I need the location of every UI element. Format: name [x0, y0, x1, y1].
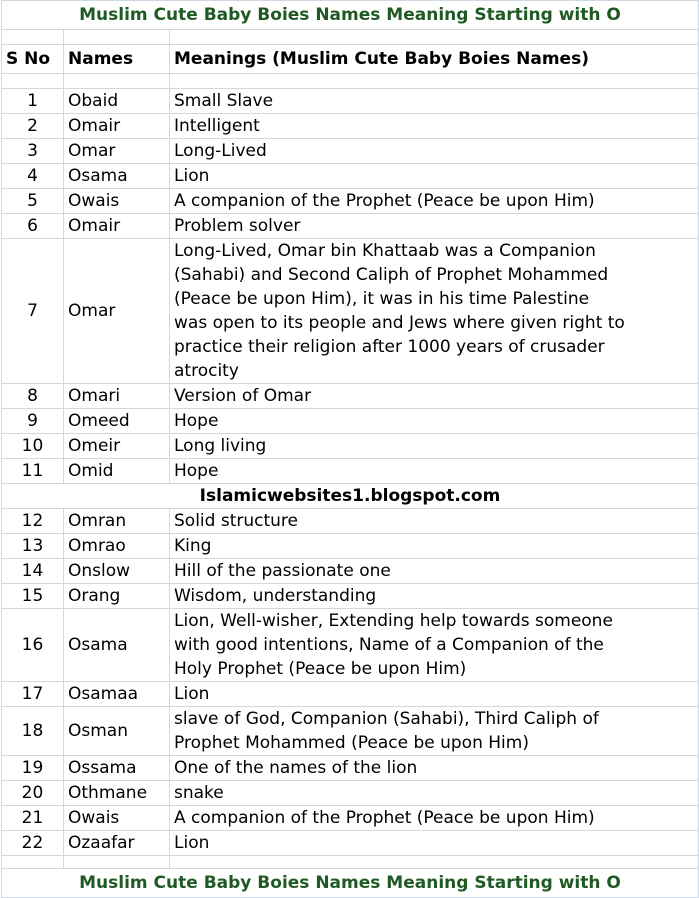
website-row: [2, 484, 699, 509]
cell: [2, 856, 64, 869]
meaning-line: Lion, Well-wisher, Extending help towards someone: [174, 611, 613, 631]
cell: [170, 30, 699, 45]
meaning-line: Hill of the passionate one: [174, 561, 391, 581]
meaning-line: Problem solver: [174, 216, 301, 236]
table-row: [2, 139, 699, 164]
row-number: 16: [2, 609, 64, 682]
row-number: 8: [2, 384, 64, 409]
row-number: 9: [2, 409, 64, 434]
row-name: Omair: [64, 214, 170, 239]
meaning-line: Solid structure: [174, 511, 298, 531]
row-name: Omar: [64, 239, 170, 384]
meaning-line: Lion: [174, 166, 210, 186]
table-row: [2, 559, 699, 584]
row-meaning: [170, 164, 699, 189]
table-row: [2, 459, 699, 484]
row-number: 15: [2, 584, 64, 609]
row-meaning: [170, 831, 699, 856]
table-row: [2, 189, 699, 214]
footer-row: [2, 869, 699, 898]
row-number: 13: [2, 534, 64, 559]
row-meaning: [170, 239, 699, 384]
row-meaning: [170, 509, 699, 534]
meaning-line: atrocity: [174, 361, 239, 381]
table-row: [2, 409, 699, 434]
meaning-line: slave of God, Companion (Sahabi), Third Caliph of: [174, 709, 599, 729]
meaning-line: Version of Omar: [174, 386, 312, 406]
meaning-line: Lion: [174, 684, 210, 704]
row-meaning: [170, 214, 699, 239]
row-number: 2: [2, 114, 64, 139]
row-number: 21: [2, 806, 64, 831]
meaning-line: Long-Lived, Omar bin Khattaab was a Companion: [174, 241, 596, 261]
row-number: 1: [2, 89, 64, 114]
row-number: 3: [2, 139, 64, 164]
table-row: [2, 384, 699, 409]
table-row: [2, 682, 699, 707]
meaning-line: Wisdom, understanding: [174, 586, 377, 606]
table-row: [2, 707, 699, 756]
header-names: Names: [64, 45, 170, 74]
row-number: 22: [2, 831, 64, 856]
table-row: [2, 434, 699, 459]
row-number: 14: [2, 559, 64, 584]
row-name: Osamaa: [64, 682, 170, 707]
meaning-line: Holy Prophet (Peace be upon Him): [174, 659, 467, 679]
meaning-line: Intelligent: [174, 116, 260, 136]
table-row: [2, 239, 699, 384]
row-meaning: [170, 584, 699, 609]
spacer-row: [2, 856, 699, 869]
meaning-line: Small Slave: [174, 91, 274, 111]
row-meaning: [170, 384, 699, 409]
row-meaning: [170, 139, 699, 164]
row-number: 6: [2, 214, 64, 239]
names-table: [1, 0, 699, 898]
cell: [170, 74, 699, 89]
spacer-row: [2, 30, 699, 45]
row-meaning: [170, 89, 699, 114]
row-name: Omran: [64, 509, 170, 534]
meaning-line: (Sahabi) and Second Caliph of Prophet Mohammed: [174, 265, 609, 285]
row-name: Osama: [64, 164, 170, 189]
meaning-line: Hope: [174, 461, 219, 481]
cell: [170, 856, 699, 869]
header-row: [2, 45, 699, 74]
website-banner: Islamicwebsites1.blogspot.com: [2, 484, 699, 509]
meaning-line: Hope: [174, 411, 219, 431]
table-row: [2, 534, 699, 559]
row-number: 11: [2, 459, 64, 484]
row-name: Ozaafar: [64, 831, 170, 856]
meaning-line: practice their religion after 1000 years of crusader: [174, 337, 605, 357]
cell: [2, 30, 64, 45]
meaning-line: Prophet Mohammed (Peace be upon Him): [174, 733, 529, 753]
cell: [64, 30, 170, 45]
meaning-line: Long-Lived: [174, 141, 267, 161]
meaning-line: (Peace be upon Him), it was in his time Palestine: [174, 289, 590, 309]
row-name: Omari: [64, 384, 170, 409]
row-number: 7: [2, 239, 64, 384]
row-name: Ossama: [64, 756, 170, 781]
row-name: Onslow: [64, 559, 170, 584]
table-row: [2, 756, 699, 781]
table-row: [2, 214, 699, 239]
row-name: Omrao: [64, 534, 170, 559]
row-number: 19: [2, 756, 64, 781]
row-name: Omair: [64, 114, 170, 139]
row-meaning: [170, 114, 699, 139]
spacer-row: [2, 74, 699, 89]
table-row: [2, 114, 699, 139]
names-table-body: [2, 1, 699, 898]
header-meanings: Meanings (Muslim Cute Baby Boies Names): [170, 45, 699, 74]
footer-title: Muslim Cute Baby Boies Names Meaning Starting with O: [2, 869, 699, 898]
meaning-line: A companion of the Prophet (Peace be upon Him): [174, 191, 595, 211]
row-meaning: [170, 781, 699, 806]
row-meaning: [170, 459, 699, 484]
row-meaning: [170, 189, 699, 214]
row-number: 4: [2, 164, 64, 189]
row-name: Osama: [64, 609, 170, 682]
row-name: Obaid: [64, 89, 170, 114]
meaning-line: One of the names of the lion: [174, 758, 418, 778]
row-meaning: [170, 409, 699, 434]
row-meaning: [170, 534, 699, 559]
meaning-line: was open to its people and Jews where given right to: [174, 313, 625, 333]
table-row: [2, 806, 699, 831]
table-row: [2, 609, 699, 682]
row-name: Omid: [64, 459, 170, 484]
row-number: 5: [2, 189, 64, 214]
row-name: Osman: [64, 707, 170, 756]
row-meaning: [170, 756, 699, 781]
row-number: 17: [2, 682, 64, 707]
cell: [2, 74, 64, 89]
title-row: [2, 1, 699, 30]
row-name: Orang: [64, 584, 170, 609]
row-name: Othmane: [64, 781, 170, 806]
row-number: 10: [2, 434, 64, 459]
table-row: [2, 509, 699, 534]
row-meaning: [170, 559, 699, 584]
cell: [64, 856, 170, 869]
meaning-line: A companion of the Prophet (Peace be upon Him): [174, 808, 595, 828]
row-meaning: [170, 707, 699, 756]
row-name: Owais: [64, 189, 170, 214]
row-meaning: [170, 806, 699, 831]
table-row: [2, 584, 699, 609]
meaning-line: King: [174, 536, 212, 556]
row-name: Omeir: [64, 434, 170, 459]
page-title: Muslim Cute Baby Boies Names Meaning Starting with O: [2, 1, 699, 30]
row-number: 20: [2, 781, 64, 806]
row-name: Omeed: [64, 409, 170, 434]
table-row: [2, 89, 699, 114]
cell: [64, 74, 170, 89]
row-meaning: [170, 609, 699, 682]
meaning-line: with good intentions, Name of a Companion of the: [174, 635, 604, 655]
row-meaning: [170, 434, 699, 459]
header-sno: S No: [2, 45, 64, 74]
meaning-line: snake: [174, 783, 224, 803]
table-row: [2, 831, 699, 856]
row-meaning: [170, 682, 699, 707]
meaning-line: Long living: [174, 436, 267, 456]
row-name: Omar: [64, 139, 170, 164]
meaning-line: Lion: [174, 833, 210, 853]
table-row: [2, 781, 699, 806]
table-row: [2, 164, 699, 189]
row-number: 18: [2, 707, 64, 756]
row-number: 12: [2, 509, 64, 534]
row-name: Owais: [64, 806, 170, 831]
